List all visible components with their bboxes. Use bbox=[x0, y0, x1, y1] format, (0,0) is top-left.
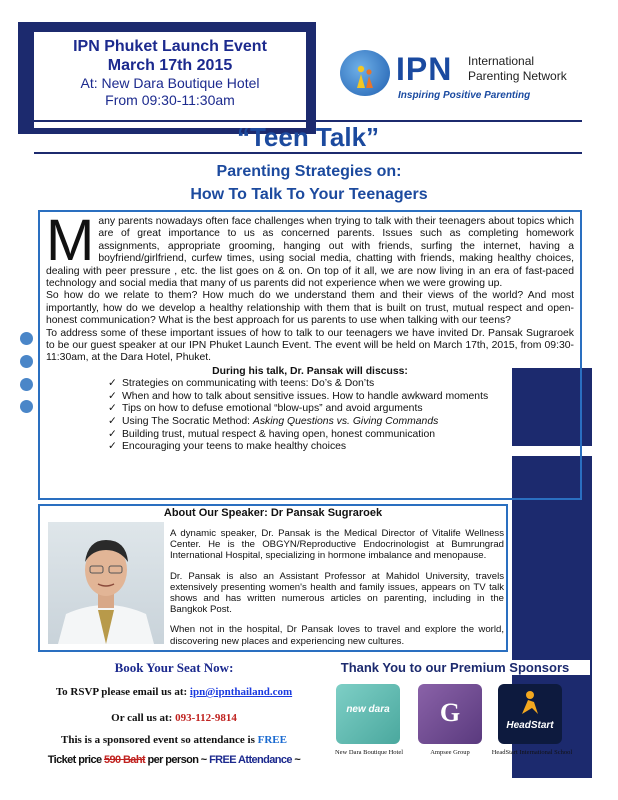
sponsors-heading: Thank You to our Premium Sponsors bbox=[320, 660, 590, 675]
speaker-bio bbox=[170, 528, 504, 656]
event-time: From 09:30-11:30am bbox=[105, 92, 235, 108]
intro-section bbox=[38, 210, 582, 500]
call-line bbox=[38, 712, 310, 724]
topic-text: Strategies on communicating with teens: Do’s & Don’ts bbox=[122, 378, 375, 390]
subheading-line1: Parenting Strategies on: bbox=[216, 163, 402, 180]
rsvp-line bbox=[38, 686, 310, 698]
headstart-figure-icon bbox=[518, 690, 542, 716]
topic-text: Using The Socratic Method: bbox=[122, 416, 253, 428]
check-icon: ✓ bbox=[108, 378, 117, 390]
ticket-prefix: Ticket price bbox=[47, 754, 104, 766]
intro-paragraph-1: any parents nowadays often face challenges when trying to talk with their teenagers about topics which are of great importance to us as concerned parents. Issues such as completing homework assignments, appropriate grooming, hanging out with friends, surfing the internet, having a boyfriend/girlfriend, curfew times, using social media, chatting with friends, making healthy choices, dealing with peer pressure , etc. the list goes on & on. On top of it all, we are now living in an era of fast-paced technology and social media that many of us parents did not experience when we were growing up. bbox=[46, 216, 574, 290]
speaker-section bbox=[38, 504, 508, 652]
ticket-suffix: ~ bbox=[291, 754, 301, 766]
topic-italic: Asking Questions vs. Giving Commands bbox=[252, 416, 439, 428]
logo-name-line2: Parenting Network bbox=[468, 69, 567, 83]
call-prefix: Or call us at: bbox=[111, 712, 176, 724]
dropcap-letter: M bbox=[46, 208, 95, 273]
check-icon: ✓ bbox=[108, 403, 117, 415]
topic-text: Tips on how to defuse emotional “blow-ups” and avoid arguments bbox=[122, 403, 423, 415]
ticket-mid: per person ~ bbox=[145, 754, 210, 766]
check-icon: ✓ bbox=[108, 441, 117, 453]
decor-dot bbox=[20, 378, 33, 391]
sponsor-caption: Ampsee Group bbox=[430, 749, 470, 756]
family-globe-icon bbox=[340, 50, 390, 96]
ticket-old-price: 590 Baht bbox=[103, 754, 146, 766]
headline: “Teen Talk” bbox=[34, 120, 582, 154]
list-item bbox=[108, 441, 574, 454]
event-info-box bbox=[34, 32, 306, 128]
topic-text: When and how to talk about sensitive issues. How to handle awkward moments bbox=[122, 390, 489, 402]
sponsor-logo-text: HeadStart bbox=[506, 720, 554, 731]
list-item bbox=[108, 378, 574, 391]
decor-dot bbox=[20, 400, 33, 413]
phone-number: 093-112-9814 bbox=[175, 712, 237, 724]
speaker-photo bbox=[48, 522, 164, 644]
intro-paragraph-2: So how do we relate to them? How much do we understand them and their views of the world? And most importantly, how do we develop a healthy relationship with them that is built on trust, mutual respect and open-honest communication? What is the best approach for us parents to use when talking with our teens? bbox=[46, 290, 574, 327]
list-item bbox=[108, 416, 574, 429]
speaker-bio-paragraph-2: Dr. Pansak is also an Assistant Professor at Mahidol University, travels extensively presenting women's health and family issues, appears on TV talk shows and has written numerous articles on parenting, including in the Bangkok Post. bbox=[170, 570, 504, 616]
check-icon: ✓ bbox=[108, 390, 117, 402]
speaker-portrait-icon bbox=[48, 522, 164, 644]
decor-dot bbox=[20, 355, 33, 368]
list-item bbox=[108, 403, 574, 416]
speaker-bio-paragraph-1: A dynamic speaker, Dr. Pansak is the Medical Director of Vitalife Wellness Center. He is the OBGYN/Reproductive Endocrinologist at Bumrungrad International Hospital, specializing in hormone imbalance and menopause. bbox=[170, 528, 504, 562]
decor-dot bbox=[20, 332, 33, 345]
free-attendance-line bbox=[38, 734, 310, 746]
free-word: FREE bbox=[257, 734, 287, 746]
event-date: March 17th 2015 bbox=[107, 57, 233, 74]
talk-heading: During his talk, Dr. Pansak will discuss: bbox=[212, 365, 408, 377]
speaker-bio-paragraph-3: When not in the hospital, Dr Pansak loves to travel and explore the world, discovering new places and experiencing new cultures. bbox=[170, 624, 504, 647]
talk-topics-list bbox=[108, 378, 574, 454]
sponsor-caption: HeadStart International School bbox=[491, 749, 573, 756]
sponsor-logo-text: G bbox=[439, 698, 461, 727]
check-icon: ✓ bbox=[108, 416, 117, 428]
rsvp-email-link[interactable]: ipn@ipnthailand.com bbox=[189, 686, 293, 698]
check-icon: ✓ bbox=[108, 428, 117, 440]
logo-name-line1: International bbox=[468, 54, 535, 68]
event-title: IPN Phuket Launch Event bbox=[73, 38, 267, 55]
ticket-free: FREE Attendance bbox=[209, 754, 292, 766]
sponsor-logo-text: new dara bbox=[346, 704, 390, 715]
sponsor-logo-ampsee bbox=[418, 684, 482, 744]
ticket-price-line bbox=[38, 754, 310, 766]
subheading-line2: How To Talk To Your Teenagers bbox=[190, 186, 428, 203]
logo-acronym: IPN bbox=[396, 51, 453, 87]
family-figures-icon bbox=[354, 64, 376, 90]
free-prefix: This is a sponsored event so attendance is bbox=[61, 734, 258, 746]
ipn-logo bbox=[340, 46, 590, 108]
logo-tagline: Inspiring Positive Parenting bbox=[398, 90, 531, 101]
booking-heading: Book Your Seat Now: bbox=[114, 660, 234, 675]
event-venue: At: New Dara Boutique Hotel bbox=[80, 75, 260, 91]
rsvp-prefix: To RSVP please email us at: bbox=[55, 686, 190, 698]
list-item bbox=[108, 391, 574, 404]
topic-text: Encouraging your teens to make healthy choices bbox=[122, 441, 347, 453]
sponsor-logo-headstart bbox=[498, 684, 562, 744]
intro-paragraph-3: To address some of these important issues of how to talk to our teenagers we have invited Dr. Pansak Sugraroek to be our guest speaker at our IPN Phuket Launch Event. The event will be held on March 17th, 2015, from 09:30-11:30am, at the Dara Hotel, Phuket. bbox=[46, 327, 574, 364]
sponsor-caption: New Dara Boutique Hotel bbox=[334, 749, 404, 756]
list-item bbox=[108, 429, 574, 442]
topic-text: Building trust, mutual respect & having open, honest communication bbox=[122, 428, 436, 440]
sponsor-logo-new-dara bbox=[336, 684, 400, 744]
speaker-heading: About Our Speaker: Dr Pansak Sugraroek bbox=[163, 507, 383, 519]
